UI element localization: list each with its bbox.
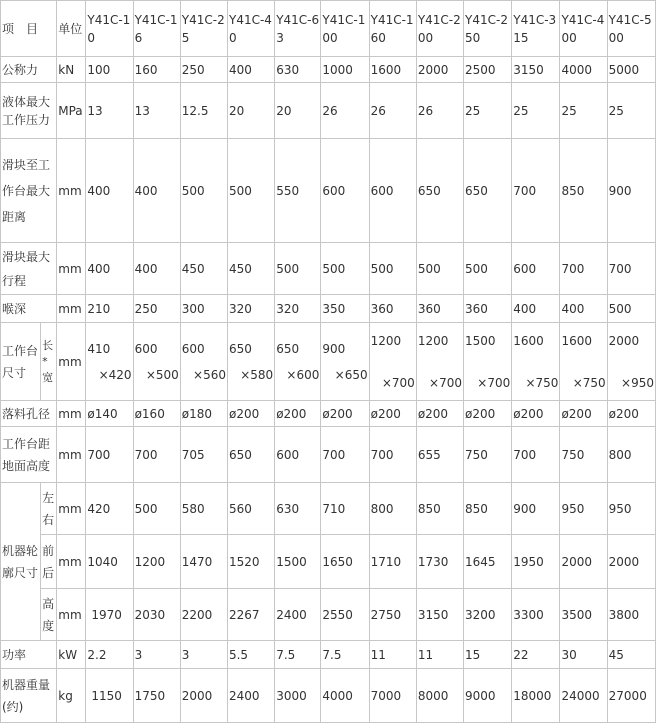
cell: 45 bbox=[607, 641, 655, 669]
cell: 360 bbox=[464, 295, 512, 323]
model-1: Y41C-10 bbox=[86, 1, 133, 57]
cell: 15 bbox=[464, 641, 512, 669]
cell: 2267 bbox=[227, 589, 274, 641]
cell: 710 bbox=[321, 483, 369, 535]
cell: ø200 bbox=[321, 401, 369, 427]
cell bbox=[275, 323, 321, 401]
throat-row bbox=[1, 295, 656, 323]
cell: 2750 bbox=[369, 589, 416, 641]
cell: 11 bbox=[369, 641, 416, 669]
cell: 2500 bbox=[464, 57, 512, 83]
cell: 700 bbox=[607, 243, 655, 295]
cell: 500 bbox=[227, 139, 274, 243]
cell bbox=[560, 323, 607, 401]
row-unit: mm bbox=[57, 139, 86, 243]
cell bbox=[86, 323, 133, 401]
cell: 600 bbox=[321, 139, 369, 243]
dim-length: 600 bbox=[134, 341, 158, 356]
cell: 2200 bbox=[180, 589, 227, 641]
cell: 25 bbox=[560, 83, 607, 139]
cell: 1650 bbox=[321, 535, 369, 589]
cell: 3150 bbox=[416, 589, 463, 641]
row-label: 公称力 bbox=[1, 57, 57, 83]
model-9: Y41C-250 bbox=[464, 1, 512, 57]
row-unit: mm bbox=[57, 401, 86, 427]
dim-width: ×420 bbox=[98, 367, 132, 382]
dim-length: 600 bbox=[181, 341, 205, 356]
dim-width: ×950 bbox=[621, 375, 654, 390]
dim-length: 1200 bbox=[417, 333, 449, 348]
cell: 1150 bbox=[86, 669, 133, 723]
cell: 2030 bbox=[133, 589, 180, 641]
cell: 2400 bbox=[275, 589, 321, 641]
model-6: Y41C-100 bbox=[321, 1, 369, 57]
cell bbox=[416, 323, 463, 401]
cell: 20 bbox=[227, 83, 274, 139]
cell: 400 bbox=[512, 295, 560, 323]
cell: 900 bbox=[607, 139, 655, 243]
dim-length: 1500 bbox=[465, 333, 496, 348]
hole-row bbox=[1, 401, 656, 427]
row-sublabel: 前后 bbox=[41, 535, 57, 589]
cell: 800 bbox=[607, 427, 655, 483]
cell: 5.5 bbox=[227, 641, 274, 669]
cell: 700 bbox=[321, 427, 369, 483]
cell: 1600 bbox=[369, 57, 416, 83]
cell: 320 bbox=[275, 295, 321, 323]
cell: 750 bbox=[560, 427, 607, 483]
dim-width: ×580 bbox=[240, 367, 274, 382]
row-label: 工作台距地面高度 bbox=[1, 427, 57, 483]
row-label: 功率 bbox=[1, 641, 57, 669]
outline-fb-row bbox=[1, 535, 656, 589]
cell: ø180 bbox=[180, 401, 227, 427]
cell: 250 bbox=[180, 57, 227, 83]
cell: 500 bbox=[133, 483, 180, 535]
outline-lr-row bbox=[1, 483, 656, 535]
cell: 550 bbox=[275, 139, 321, 243]
cell: 3150 bbox=[512, 57, 560, 83]
cell: 400 bbox=[86, 139, 133, 243]
cell: 26 bbox=[369, 83, 416, 139]
cell: 600 bbox=[275, 427, 321, 483]
cell: 900 bbox=[512, 483, 560, 535]
cell bbox=[464, 323, 512, 401]
cell: 300 bbox=[180, 295, 227, 323]
row-label: 液体最大工作压力 bbox=[1, 83, 57, 139]
cell: 2000 bbox=[607, 535, 655, 589]
cell: 2000 bbox=[416, 57, 463, 83]
cell: 22 bbox=[512, 641, 560, 669]
cell: 360 bbox=[416, 295, 463, 323]
cell: 700 bbox=[133, 427, 180, 483]
cell: 1950 bbox=[512, 535, 560, 589]
cell: 705 bbox=[180, 427, 227, 483]
cell: 580 bbox=[180, 483, 227, 535]
cell: 11 bbox=[416, 641, 463, 669]
cell: 800 bbox=[369, 483, 416, 535]
cell: 500 bbox=[607, 295, 655, 323]
dim-length: 650 bbox=[276, 341, 300, 356]
height-row bbox=[1, 427, 656, 483]
dim-width: ×750 bbox=[572, 375, 606, 390]
cell: 700 bbox=[86, 427, 133, 483]
row-label: 喉深 bbox=[1, 295, 57, 323]
cell: 350 bbox=[321, 295, 369, 323]
cell: 26 bbox=[321, 83, 369, 139]
cell: 1645 bbox=[464, 535, 512, 589]
cell: ø200 bbox=[227, 401, 274, 427]
cell: 7.5 bbox=[275, 641, 321, 669]
cell: 2550 bbox=[321, 589, 369, 641]
cell: 1520 bbox=[227, 535, 274, 589]
cell: 400 bbox=[86, 243, 133, 295]
cell: 420 bbox=[86, 483, 133, 535]
row-label: 滑块至工作台最大距离 bbox=[1, 139, 57, 243]
dim-width: ×560 bbox=[193, 367, 226, 382]
cell: 400 bbox=[227, 57, 274, 83]
row-unit: kg bbox=[57, 669, 86, 723]
cell: 2000 bbox=[180, 669, 227, 723]
cell bbox=[369, 323, 416, 401]
dim-length: 1200 bbox=[370, 333, 402, 348]
dim-length: 650 bbox=[228, 341, 252, 356]
cell: 700 bbox=[512, 139, 560, 243]
dim-width: ×700 bbox=[477, 375, 511, 390]
model-7: Y41C-160 bbox=[369, 1, 416, 57]
cell: 210 bbox=[86, 295, 133, 323]
cell: 5000 bbox=[607, 57, 655, 83]
cell: 4000 bbox=[560, 57, 607, 83]
dim-width: ×700 bbox=[381, 375, 415, 390]
cell: 2000 bbox=[560, 535, 607, 589]
cell: 500 bbox=[464, 243, 512, 295]
cell: ø140 bbox=[86, 401, 133, 427]
cell: 360 bbox=[369, 295, 416, 323]
model-3: Y41C-25 bbox=[180, 1, 227, 57]
cell: 250 bbox=[133, 295, 180, 323]
cell: ø200 bbox=[369, 401, 416, 427]
cell: 1710 bbox=[369, 535, 416, 589]
dim-width: ×700 bbox=[429, 375, 463, 390]
cell: 13 bbox=[86, 83, 133, 139]
cell: 3200 bbox=[464, 589, 512, 641]
cell: 500 bbox=[369, 243, 416, 295]
cell: 25 bbox=[512, 83, 560, 139]
cell: 8000 bbox=[416, 669, 463, 723]
row-sublabel: 高度 bbox=[41, 589, 57, 641]
cell: 850 bbox=[464, 483, 512, 535]
model-8: Y41C-200 bbox=[416, 1, 463, 57]
cell: 9000 bbox=[464, 669, 512, 723]
header-unit: 单位 bbox=[57, 1, 86, 57]
force-row bbox=[1, 57, 656, 83]
row-label: 机器重量(约) bbox=[1, 669, 57, 723]
cell: 450 bbox=[227, 243, 274, 295]
dim-length: 1600 bbox=[513, 333, 544, 348]
row-unit: MPa bbox=[57, 83, 86, 139]
cell: 600 bbox=[369, 139, 416, 243]
row-unit: kW bbox=[57, 641, 86, 669]
cell: 400 bbox=[133, 243, 180, 295]
cell: ø200 bbox=[416, 401, 463, 427]
table-size-row bbox=[1, 323, 656, 401]
cell: 500 bbox=[416, 243, 463, 295]
dim-length: 900 bbox=[322, 341, 346, 356]
outline-h-row bbox=[1, 589, 656, 641]
cell: 7000 bbox=[369, 669, 416, 723]
cell: ø200 bbox=[560, 401, 607, 427]
cell bbox=[321, 323, 369, 401]
dim-width: ×650 bbox=[334, 367, 368, 382]
cell: ø160 bbox=[133, 401, 180, 427]
cell: 1500 bbox=[275, 535, 321, 589]
model-5: Y41C-63 bbox=[275, 1, 321, 57]
row-unit: mm bbox=[57, 243, 86, 295]
model-2: Y41C-16 bbox=[133, 1, 180, 57]
row-unit: mm bbox=[57, 589, 86, 641]
cell: 750 bbox=[464, 427, 512, 483]
cell: 160 bbox=[133, 57, 180, 83]
cell: 400 bbox=[133, 139, 180, 243]
cell: 1000 bbox=[321, 57, 369, 83]
dim-width: ×600 bbox=[286, 367, 320, 382]
cell: 650 bbox=[416, 139, 463, 243]
row-sublabel: 长*宽 bbox=[41, 323, 57, 401]
dim-length: 1600 bbox=[561, 333, 592, 348]
dim-length: 410 bbox=[87, 341, 111, 356]
cell: 30 bbox=[560, 641, 607, 669]
cell: 600 bbox=[512, 243, 560, 295]
cell: 560 bbox=[227, 483, 274, 535]
cell: 950 bbox=[607, 483, 655, 535]
cell: 20 bbox=[275, 83, 321, 139]
cell: 4000 bbox=[321, 669, 369, 723]
cell: 950 bbox=[560, 483, 607, 535]
pressure-row bbox=[1, 83, 656, 139]
weight-row bbox=[1, 669, 656, 723]
row-unit: mm bbox=[57, 535, 86, 589]
distance-row bbox=[1, 139, 656, 243]
row-unit: mm bbox=[57, 483, 86, 535]
cell: 1200 bbox=[133, 535, 180, 589]
cell: 400 bbox=[560, 295, 607, 323]
cell: 500 bbox=[321, 243, 369, 295]
cell: 7.5 bbox=[321, 641, 369, 669]
model-11: Y41C-400 bbox=[560, 1, 607, 57]
cell: 1470 bbox=[180, 535, 227, 589]
cell bbox=[607, 323, 655, 401]
cell: 655 bbox=[416, 427, 463, 483]
cell: 700 bbox=[560, 243, 607, 295]
cell: 3500 bbox=[560, 589, 607, 641]
stroke-row bbox=[1, 243, 656, 295]
cell bbox=[227, 323, 274, 401]
dim-length: 2000 bbox=[608, 333, 640, 348]
cell: 3800 bbox=[607, 589, 655, 641]
cell: 650 bbox=[464, 139, 512, 243]
cell: 25 bbox=[464, 83, 512, 139]
cell bbox=[512, 323, 560, 401]
cell: 1970 bbox=[86, 589, 133, 641]
cell: 3000 bbox=[275, 669, 321, 723]
cell: 630 bbox=[275, 483, 321, 535]
cell: 630 bbox=[275, 57, 321, 83]
cell bbox=[180, 323, 227, 401]
cell: 25 bbox=[607, 83, 655, 139]
header-row bbox=[1, 1, 656, 57]
cell: 26 bbox=[416, 83, 463, 139]
model-4: Y41C-40 bbox=[227, 1, 274, 57]
cell: 100 bbox=[86, 57, 133, 83]
cell: 3300 bbox=[512, 589, 560, 641]
cell: 3 bbox=[133, 641, 180, 669]
cell: 1040 bbox=[86, 535, 133, 589]
cell: ø200 bbox=[607, 401, 655, 427]
cell: ø200 bbox=[275, 401, 321, 427]
dim-width: ×750 bbox=[525, 375, 559, 390]
cell: 24000 bbox=[560, 669, 607, 723]
row-unit: kN bbox=[57, 57, 86, 83]
cell: 320 bbox=[227, 295, 274, 323]
row-unit: mm bbox=[57, 295, 86, 323]
cell: 700 bbox=[369, 427, 416, 483]
cell: 450 bbox=[180, 243, 227, 295]
cell: 500 bbox=[275, 243, 321, 295]
cell: 13 bbox=[133, 83, 180, 139]
dim-width: ×500 bbox=[145, 367, 179, 382]
cell: 18000 bbox=[512, 669, 560, 723]
cell: 2.2 bbox=[86, 641, 133, 669]
row-label: 滑块最大行程 bbox=[1, 243, 57, 295]
cell: 1750 bbox=[133, 669, 180, 723]
cell: 850 bbox=[560, 139, 607, 243]
row-sublabel: 左右 bbox=[41, 483, 57, 535]
cell: 12.5 bbox=[180, 83, 227, 139]
cell: ø200 bbox=[464, 401, 512, 427]
row-label: 工作台尺寸 bbox=[1, 323, 41, 401]
cell: ø200 bbox=[512, 401, 560, 427]
cell: 2400 bbox=[227, 669, 274, 723]
row-label: 机器轮廓尺寸 bbox=[1, 483, 41, 641]
power-row bbox=[1, 641, 656, 669]
cell: 700 bbox=[512, 427, 560, 483]
cell: 1730 bbox=[416, 535, 463, 589]
header-item: 项 目 bbox=[1, 1, 57, 57]
cell: 27000 bbox=[607, 669, 655, 723]
cell: 650 bbox=[227, 427, 274, 483]
cell: 850 bbox=[416, 483, 463, 535]
model-10: Y41C-315 bbox=[512, 1, 560, 57]
row-label: 落料孔径 bbox=[1, 401, 57, 427]
cell: 500 bbox=[180, 139, 227, 243]
row-unit: mm bbox=[57, 323, 86, 401]
model-12: Y41C-500 bbox=[607, 1, 655, 57]
cell bbox=[133, 323, 180, 401]
cell: 3 bbox=[180, 641, 227, 669]
row-unit: mm bbox=[57, 427, 86, 483]
